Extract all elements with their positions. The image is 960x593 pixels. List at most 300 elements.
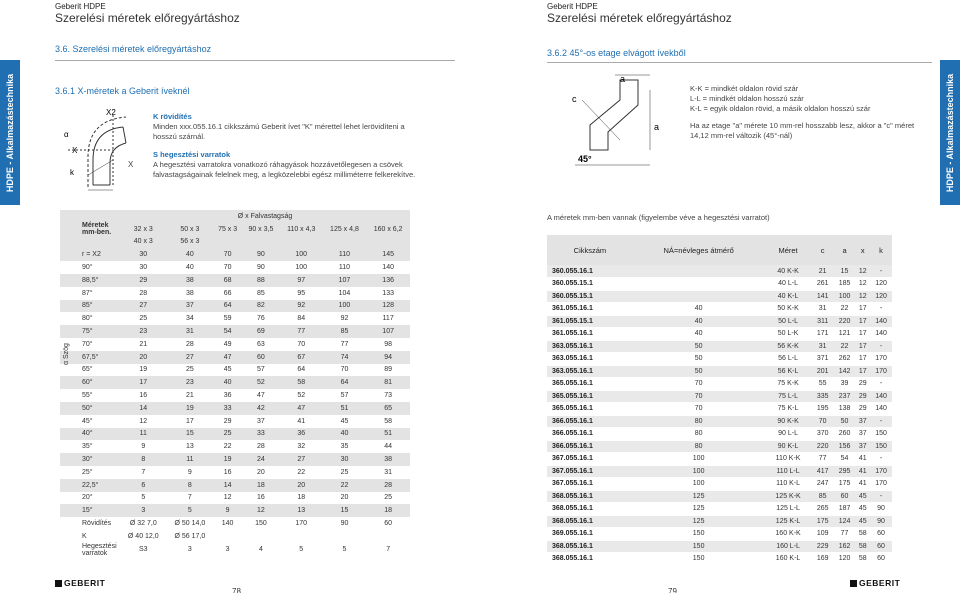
table-row: [547, 340, 892, 353]
angle-label: 60°: [82, 379, 93, 387]
x-value: 89: [384, 366, 393, 374]
x-value: 66: [223, 289, 232, 297]
x-value: 45: [340, 417, 349, 425]
x-value: 40: [340, 430, 349, 438]
x-value: 47: [297, 404, 306, 412]
article-number: 369.055.16.1: [547, 528, 633, 541]
etage-value: 150: [633, 553, 765, 566]
etage-value: 120: [870, 290, 892, 303]
x-value: 18: [257, 481, 265, 489]
x-value: 97: [297, 276, 306, 284]
x-value: 14: [139, 404, 148, 412]
table-row: [60, 338, 410, 351]
etage-value: 31: [812, 340, 834, 353]
x-value: 63: [257, 340, 265, 348]
x-value: 92: [340, 315, 349, 323]
etage-value: 90 K-L: [764, 440, 811, 453]
x-value: 107: [338, 276, 351, 284]
article-number: 360.055.15.1: [547, 290, 633, 303]
x-value: 84: [297, 315, 306, 323]
x-value: 51: [340, 404, 349, 412]
x-value: 136: [382, 276, 394, 284]
x-value: 57: [257, 366, 265, 374]
etage-value: 80: [633, 440, 765, 453]
etage-value: 58: [855, 553, 870, 566]
etage-value: 37: [855, 415, 870, 428]
article-number: 360.055.16.1: [547, 265, 633, 278]
x-value: 38: [185, 289, 194, 297]
x-value: 49: [223, 340, 232, 348]
footer-value: 5: [342, 546, 347, 554]
etage-value: 45: [855, 490, 870, 503]
diagram-label-x-right: X: [128, 160, 134, 169]
etage-value: 54: [834, 453, 856, 466]
legend-line: K-K = mindkét oldalon rövid szár: [690, 84, 799, 93]
table-row: [60, 428, 410, 441]
table-row: [60, 325, 410, 338]
x-value: 128: [382, 302, 394, 310]
size-cell: 56 x 3: [180, 238, 200, 246]
x-value: 41: [297, 417, 306, 425]
k-note: [153, 112, 423, 141]
etage-value: 41: [855, 465, 870, 478]
footer-value: 90: [340, 520, 349, 528]
angle-label: 50°: [82, 404, 93, 412]
etage-value: 170: [870, 365, 892, 378]
etage-value: 100: [633, 465, 765, 478]
column-header: NÁ=névleges átmérő: [633, 235, 765, 265]
etage-value: 125 K-L: [764, 515, 811, 528]
article-number: 365.055.16.1: [547, 403, 633, 416]
etage-value: 160 L-L: [764, 540, 811, 553]
etage-value: 37: [855, 428, 870, 441]
footer-value: 3: [225, 546, 230, 554]
k-title: K rövidítés: [153, 112, 192, 121]
x-value: 57: [340, 392, 349, 400]
etage-value: 17: [855, 353, 870, 366]
side-tab-left: HDPE - Alkalmazástechnika: [0, 60, 20, 205]
etage-value: 169: [812, 553, 834, 566]
x-value: 81: [384, 379, 393, 387]
etage-value: 56 K-L: [764, 365, 811, 378]
etage-value: 40: [633, 303, 765, 316]
x-value: 22: [223, 443, 232, 451]
x-value: 42: [257, 404, 265, 412]
x-value: 30: [340, 456, 349, 464]
footer-value: 3: [187, 546, 192, 554]
x-value: 69: [257, 328, 265, 336]
legend-line: K-L = egyik oldalon rövid, a másik oldalon hosszú szár: [690, 103, 871, 113]
elbow-diagram: [58, 105, 148, 195]
etage-value: 70: [633, 390, 765, 403]
etage-value: 100: [633, 453, 765, 466]
x-value: 23: [185, 379, 194, 387]
diagram-label-x2: X2: [106, 108, 116, 117]
x-value: 35: [340, 443, 349, 451]
x-value: 19: [223, 456, 232, 464]
table-row: [547, 315, 892, 328]
size-cell: 40 x 3: [133, 238, 153, 246]
page-number: 78: [232, 587, 241, 593]
x-value: 140: [382, 264, 394, 272]
etage-value: 22: [834, 303, 856, 316]
etage-value: 150: [870, 440, 892, 453]
x-value: 60: [257, 353, 265, 361]
column-header: c: [812, 235, 834, 265]
x-value: 31: [384, 468, 393, 476]
footer-value: [366, 530, 410, 543]
x-value: 9: [141, 443, 146, 451]
etage-value: 229: [812, 540, 834, 553]
angle-label: 80°: [82, 315, 93, 323]
etage-value: 80: [633, 428, 765, 441]
x-value: 51: [384, 430, 393, 438]
table-row: [547, 553, 892, 566]
x-value: 20: [297, 481, 306, 489]
column-header: a: [834, 235, 856, 265]
etage-value: 125: [633, 503, 765, 516]
etage-value: 140: [870, 328, 892, 341]
x-value: 100: [295, 264, 308, 272]
etage-value: 110 K-K: [764, 453, 811, 466]
etage-value: 12: [855, 265, 870, 278]
etage-value: [633, 265, 765, 278]
etage-value: 15: [834, 265, 856, 278]
angle-label: 75°: [82, 328, 93, 336]
x-value: 16: [257, 494, 265, 502]
etage-value: 56 L-L: [764, 353, 811, 366]
table-row: [60, 248, 410, 261]
etage-value: 142: [834, 365, 856, 378]
footer-value: 7: [386, 546, 391, 554]
footer-value: [323, 530, 367, 543]
x-value: 9: [187, 468, 192, 476]
x-value: 77: [340, 340, 349, 348]
x-value: 73: [384, 392, 393, 400]
x-value: 59: [223, 315, 232, 323]
etage-value: 70: [812, 415, 834, 428]
etage-value: 138: [834, 403, 856, 416]
etage-value: 187: [834, 503, 856, 516]
x-value: 38: [384, 456, 393, 464]
left-header: [55, 0, 240, 25]
etage-value: 150: [870, 428, 892, 441]
x-value: 6: [141, 481, 146, 489]
etage-value: 45: [855, 515, 870, 528]
right-header: [547, 0, 732, 25]
x-value: 27: [297, 456, 306, 464]
x-value: 74: [340, 353, 349, 361]
article-number: 361.055.15.1: [547, 315, 633, 328]
size-header: 32 x 3: [133, 225, 153, 233]
etage-value: 50 K-K: [764, 303, 811, 316]
table-caption: A méretek mm-ben vannak (figyelembe véve a hegesztési varratot): [547, 213, 770, 222]
etage-table: [547, 235, 892, 566]
x-value: 32: [297, 443, 306, 451]
x-value: 28: [139, 289, 148, 297]
x-value: 85: [340, 328, 349, 336]
x-value: 29: [139, 276, 148, 284]
etage-value: 311: [812, 315, 834, 328]
footer-value: 150: [255, 520, 267, 528]
table-row: [547, 440, 892, 453]
x-value: 40: [185, 264, 194, 272]
article-number: 366.055.16.1: [547, 428, 633, 441]
etage-value: 50: [633, 353, 765, 366]
etage-value: 80: [633, 415, 765, 428]
footer-value: Ø 56 17,0: [174, 532, 206, 540]
etage-value: 60: [870, 540, 892, 553]
angle-label: 65°: [82, 366, 93, 374]
etage-value: 50 L-L: [764, 315, 811, 328]
brand: Geberit HDPE: [547, 2, 598, 11]
x-value: 25: [384, 494, 393, 502]
etage-value: 220: [812, 440, 834, 453]
etage-value: 37: [855, 440, 870, 453]
x-value: 16: [223, 468, 232, 476]
etage-value: -: [870, 490, 892, 503]
etage-value: 162: [834, 540, 856, 553]
x-value: 44: [384, 443, 393, 451]
table-row: [60, 415, 410, 428]
table-row: [60, 466, 410, 479]
x-value: 15: [340, 507, 349, 515]
x-value: 40: [185, 251, 194, 259]
etage-value: 90: [870, 515, 892, 528]
etage-value: 50: [834, 415, 856, 428]
x-value: 36: [297, 430, 306, 438]
diagram-label-alpha: α: [64, 130, 69, 139]
s-note: [153, 150, 423, 179]
etage-value: 265: [812, 503, 834, 516]
etage-value: 12: [855, 290, 870, 303]
article-number: 366.055.16.1: [547, 440, 633, 453]
etage-value: 150: [633, 540, 765, 553]
etage-value: 40 K-L: [764, 290, 811, 303]
column-header: x: [855, 235, 870, 265]
x-value: 27: [185, 353, 194, 361]
etage-value: 60: [834, 490, 856, 503]
etage-value: 140: [870, 315, 892, 328]
x-value: 52: [297, 392, 306, 400]
x-value: 95: [297, 289, 306, 297]
etage-value: 22: [834, 340, 856, 353]
table-row: [547, 265, 892, 278]
table-row: [547, 503, 892, 516]
etage-value: 175: [812, 515, 834, 528]
table-row: [60, 261, 410, 274]
table-row: [547, 378, 892, 391]
x-value: 17: [185, 417, 194, 425]
table-row: [547, 515, 892, 528]
etage-value: 100: [834, 290, 856, 303]
x-value: 76: [257, 315, 265, 323]
etage-value: [633, 278, 765, 291]
table-row: [60, 453, 410, 466]
table-row: [60, 492, 410, 505]
x-value: 11: [186, 456, 194, 464]
x-value: 5: [141, 494, 146, 502]
footer-value: 4: [258, 546, 263, 554]
x-value: 54: [223, 328, 232, 336]
s-text: A hegesztési varratokra vonatkozó ráhagyások hozzávetőlegesen a csövek falvastagságainak felelnek meg, a legközelebbi egész milliméterre felkerekítve.: [153, 159, 416, 179]
etage-value: 124: [834, 515, 856, 528]
angle-label: r = X2: [82, 251, 101, 259]
angle-label: 22,5°: [82, 481, 99, 489]
x-value: 47: [223, 353, 232, 361]
etage-label-a-top: a: [620, 74, 626, 84]
etage-value: 185: [834, 278, 856, 291]
x-value: 70: [340, 366, 349, 374]
x-value: 133: [382, 289, 394, 297]
footer-value: [280, 530, 323, 543]
x-value: 64: [340, 379, 349, 387]
etage-value: 170: [870, 478, 892, 491]
table-row: [60, 364, 410, 377]
etage-value: 75 K-L: [764, 403, 811, 416]
table-row: [60, 300, 410, 313]
footer-value: Ø 32 7,0: [129, 520, 157, 528]
x-value: 13: [297, 507, 306, 515]
etage-value: 77: [834, 528, 856, 541]
x-value: 52: [257, 379, 265, 387]
etage-value: 125: [633, 490, 765, 503]
table-row: [60, 543, 410, 557]
etage-value: 125 L-L: [764, 503, 811, 516]
etage-value: 17: [855, 303, 870, 316]
x-dimensions-table: [60, 210, 410, 557]
etage-label-a-side: a: [654, 122, 660, 132]
footer-value: 60: [384, 520, 393, 528]
alpha-axis-label: α Szög: [63, 343, 70, 365]
x-value: 18: [384, 507, 393, 515]
x-value: 17: [139, 379, 148, 387]
x-value: 30: [139, 251, 148, 259]
etage-value: 75 K-K: [764, 378, 811, 391]
x-value: 90: [257, 251, 265, 259]
etage-value: 55: [812, 378, 834, 391]
x-value: 85: [257, 289, 265, 297]
column-header: k: [870, 235, 892, 265]
article-number: 367.055.16.1: [547, 478, 633, 491]
etage-value: 160 K-L: [764, 553, 811, 566]
table-row: [60, 504, 410, 517]
etage-value: 40: [633, 328, 765, 341]
article-number: 360.055.15.1: [547, 278, 633, 291]
geberit-logo: GEBERIT: [55, 578, 105, 588]
angle-label: 30°: [82, 456, 93, 464]
angle-label: 87°: [82, 289, 93, 297]
etage-value: 56 K-K: [764, 340, 811, 353]
subsection-title-right: 3.6.2 45°-os etage elvágott ívekből: [547, 48, 686, 58]
angle-label: 20°: [82, 494, 93, 502]
etage-value: 75 L-L: [764, 390, 811, 403]
table-row: [547, 278, 892, 291]
article-number: 361.055.16.1: [547, 303, 633, 316]
table-row: [60, 376, 410, 389]
size-header: 50 x 3: [180, 225, 200, 233]
section-title: 3.6. Szerelési méretek előregyártáshoz: [55, 44, 212, 54]
table-row: [60, 402, 410, 415]
x-value: 38: [185, 276, 194, 284]
x-value: 28: [185, 340, 194, 348]
x-value: 58: [297, 379, 306, 387]
x-value: 19: [139, 366, 148, 374]
article-number: 366.055.16.1: [547, 415, 633, 428]
legend-line: L-L = mindkét oldalon hosszú szár: [690, 93, 804, 103]
x-value: 12: [139, 417, 148, 425]
footer-label: Hegesztési varratok: [82, 542, 117, 557]
angle-label: 90°: [82, 264, 93, 272]
size-header: 160 x 6,2: [373, 225, 403, 233]
etage-value: -: [870, 415, 892, 428]
etage-value: 160 K-K: [764, 528, 811, 541]
etage-value: 195: [812, 403, 834, 416]
etage-value: 40: [633, 315, 765, 328]
etage-value: 58: [855, 540, 870, 553]
etage-value: 220: [834, 315, 856, 328]
x-value: 30: [139, 264, 148, 272]
x-value: 145: [382, 251, 394, 259]
x-value: 21: [185, 392, 194, 400]
etage-value: 370: [812, 428, 834, 441]
x-value: 107: [382, 328, 394, 336]
table-row: [60, 351, 410, 364]
geberit-logo: GEBERIT: [850, 578, 900, 588]
footer-value: [242, 530, 280, 543]
divider: [547, 62, 932, 63]
angle-label: 35°: [82, 443, 93, 451]
etage-value: 29: [855, 390, 870, 403]
brand: Geberit HDPE: [55, 2, 106, 11]
x-value: 68: [223, 276, 232, 284]
x-value: 64: [297, 366, 306, 374]
page-title: Szerelési méretek előregyártáshoz: [55, 11, 240, 25]
etage-value: 29: [855, 403, 870, 416]
x-value: 27: [139, 302, 148, 310]
article-number: 363.055.16.1: [547, 365, 633, 378]
etage-value: 237: [834, 390, 856, 403]
etage-value: 60: [870, 528, 892, 541]
x-value: 28: [384, 481, 393, 489]
x-value: 64: [223, 302, 232, 310]
etage-value: 50: [633, 340, 765, 353]
etage-value: 121: [834, 328, 856, 341]
x-value: 37: [257, 417, 265, 425]
x-value: 104: [338, 289, 351, 297]
table-row: [547, 465, 892, 478]
etage-value: 39: [834, 378, 856, 391]
angle-label: 15°: [82, 507, 93, 515]
table-row: [60, 274, 410, 287]
x-value: 23: [139, 328, 148, 336]
table-row: [547, 528, 892, 541]
etage-value: 125 K-K: [764, 490, 811, 503]
etage-value: 90 L-L: [764, 428, 811, 441]
etage-value: 150: [633, 528, 765, 541]
etage-value: 261: [812, 278, 834, 291]
x-value: 19: [185, 404, 194, 412]
angle-label: 45°: [82, 417, 93, 425]
x-value: 67: [297, 353, 306, 361]
x-value: 70: [297, 340, 306, 348]
table-row: [547, 365, 892, 378]
x-value: 24: [257, 456, 265, 464]
x-value: 25: [139, 315, 148, 323]
etage-value: 77: [812, 453, 834, 466]
article-number: 365.055.16.1: [547, 378, 633, 391]
etage-value: 170: [870, 465, 892, 478]
